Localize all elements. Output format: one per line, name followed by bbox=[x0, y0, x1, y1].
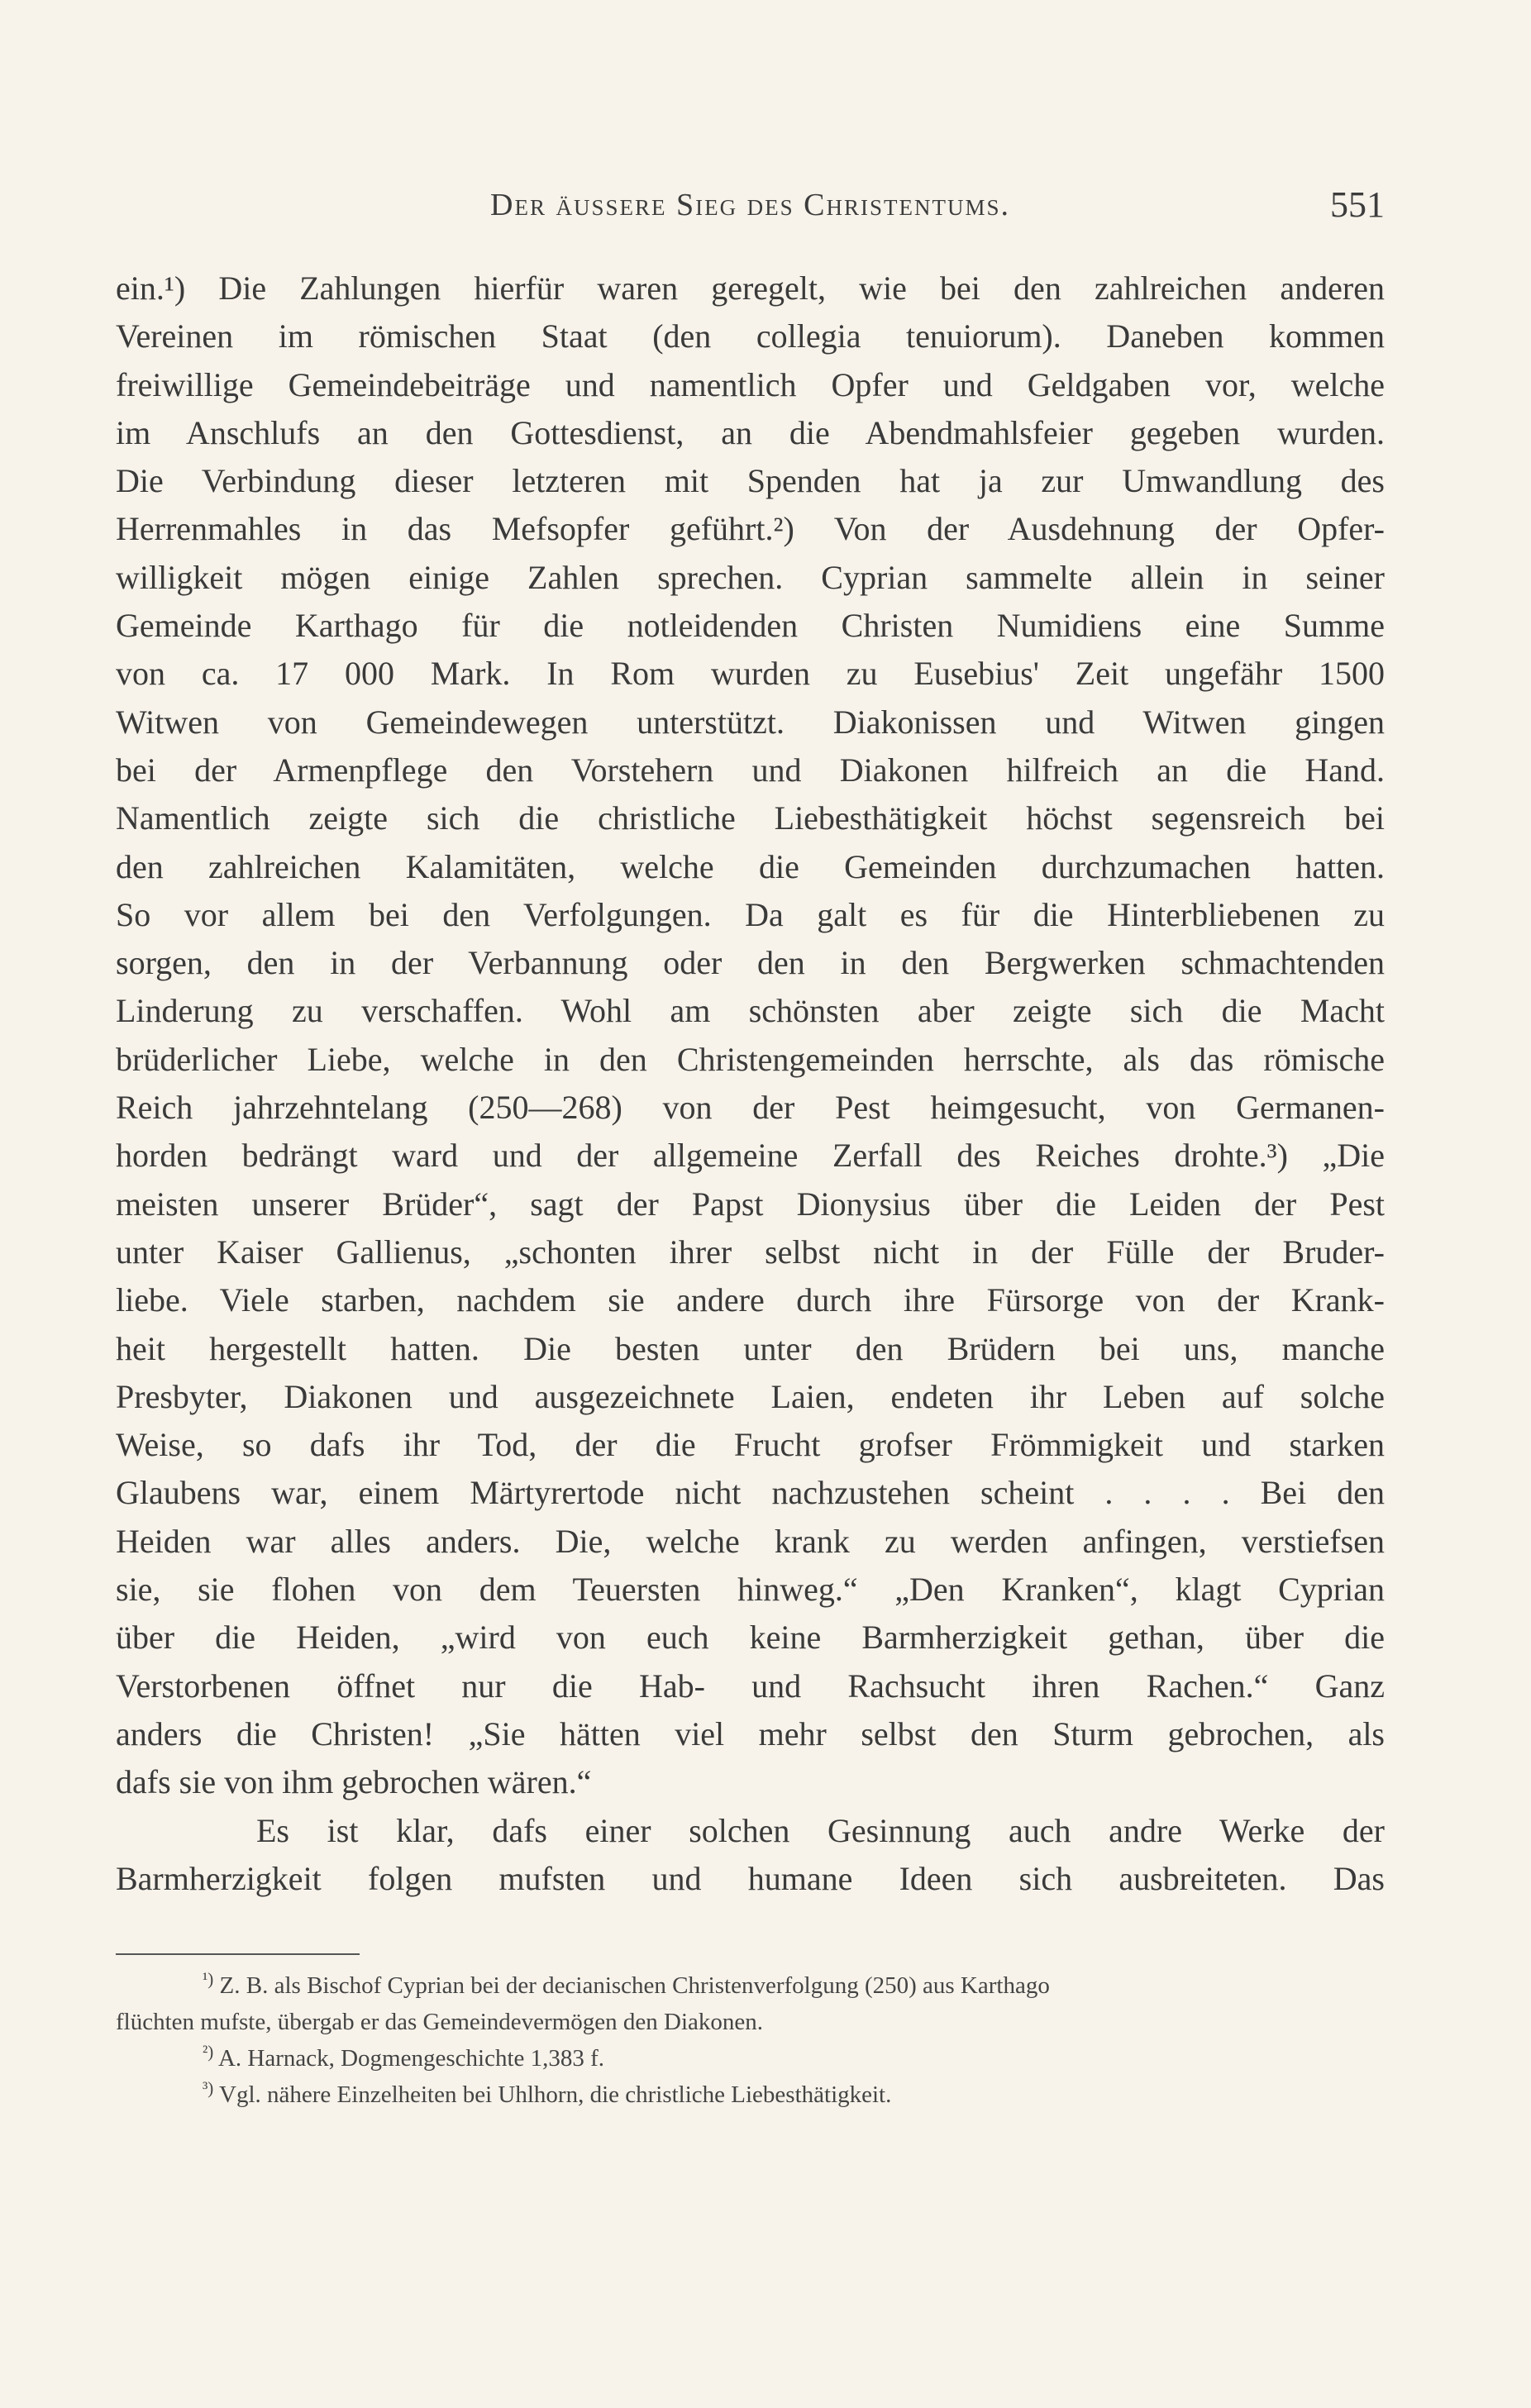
text-line: meisten unserer Brüder“, sagt der Papst Dionysius über die Leiden der Pest bbox=[116, 1185, 1385, 1223]
text-line: über die Heiden, „wird von euch keine Barmherzigkeit gethan, über die bbox=[116, 1619, 1385, 1657]
text-line: Barmherzigkeit folgen mufsten und humane Ideen sich ausbreiteten. Das bbox=[116, 1859, 1385, 1897]
footnote-3 bbox=[116, 2077, 1385, 2113]
footnote-marker: ¹) bbox=[203, 1969, 214, 1989]
text-line: Linderung zu verschaffen. Wohl am schönsten aber zeigte sich die Macht bbox=[116, 992, 1385, 1030]
text-line: Witwen von Gemeindewegen unterstützt. Diakonissen und Witwen gingen bbox=[116, 703, 1385, 741]
text-line: freiwillige Gemeindebeiträge und namentlich Opfer und Geldgaben vor, welche bbox=[116, 365, 1385, 403]
running-head bbox=[116, 184, 1385, 225]
text-line-paragraph-end: dafs sie von ihm gebrochen wären.“ bbox=[116, 1763, 592, 1801]
text-line: Gemeinde Karthago für die notleidenden Christen Numidiens eine Summe bbox=[116, 607, 1385, 645]
footnote-text: A. Harnack, Dogmengeschichte 1,383 f. bbox=[217, 2045, 605, 2072]
footnote-1-line-2: flüchten mufste, übergab er das Gemeindevermögen den Diakonen. bbox=[116, 2009, 763, 2035]
footnote-text: Vgl. nähere Einzelheiten bei Uhlhorn, die christliche Liebesthätigkeit. bbox=[219, 2081, 892, 2108]
text-line: liebe. Viele starben, nachdem sie andere durch ihre Fürsorge von der Krank- bbox=[116, 1281, 1385, 1319]
footnote-marker: ²) bbox=[203, 2042, 214, 2062]
text-line: anders die Christen! „Sie hätten viel mehr selbst den Sturm gebrochen, als bbox=[116, 1714, 1385, 1752]
text-line: sorgen, den in der Verbannung oder den in den Bergwerken schmachtenden bbox=[116, 944, 1385, 982]
text-line: Herrenmahles in das Mefsopfer geführt.²) Von der Ausdehnung der Opfer- bbox=[116, 510, 1385, 548]
footnote-rule bbox=[116, 1953, 360, 1955]
text-line: Vereinen im römischen Staat (den collegia tenuiorum). Daneben kommen bbox=[116, 317, 1385, 355]
footnote-marker: ³) bbox=[203, 2078, 214, 2098]
text-line: Die Verbindung dieser letzteren mit Spenden hat ja zur Umwandlung des bbox=[116, 462, 1385, 500]
page-number: 551 bbox=[1330, 184, 1385, 225]
text-line: willigkeit mögen einige Zahlen sprechen. Cyprian sammelte allein in seiner bbox=[116, 558, 1385, 596]
text-line: So vor allem bei den Verfolgungen. Da galt es für die Hinterbliebenen zu bbox=[116, 895, 1385, 933]
text-line: im Anschlufs an den Gottesdienst, an die Abendmahlsfeier gegeben wurden. bbox=[116, 413, 1385, 451]
running-title: Der äussere Sieg des Christentums. bbox=[490, 188, 1010, 222]
text-line: Presbyter, Diakonen und ausgezeichnete Laien, endeten ihr Leben auf solche bbox=[116, 1377, 1385, 1415]
text-line: brüderlicher Liebe, welche in den Christengemeinden herrschte, als das römische bbox=[116, 1040, 1385, 1078]
text-line-paragraph-start: Es ist klar, dafs einer solchen Gesinnung auch andre Werke der bbox=[256, 1811, 1385, 1849]
footnote-1-line-1 bbox=[116, 1967, 1385, 2004]
text-line: unter Kaiser Gallienus, „schonten ihrer selbst nicht in der Fülle der Bruder- bbox=[116, 1233, 1385, 1271]
text-line: Glaubens war, einem Märtyrertode nicht nachzustehen scheint . . . . Bei den bbox=[116, 1474, 1385, 1512]
text-line: ein.¹) Die Zahlungen hierfür waren geregelt, wie bei den zahlreichen anderen bbox=[116, 269, 1385, 307]
body-text bbox=[116, 265, 1385, 1903]
footnotes bbox=[116, 1967, 1385, 2113]
text-line: von ca. 17 000 Mark. In Rom wurden zu Eusebius' Zeit ungefähr 1500 bbox=[116, 655, 1385, 693]
text-line: den zahlreichen Kalamitäten, welche die Gemeinden durchzumachen hatten. bbox=[116, 847, 1385, 885]
text-line: Verstorbenen öffnet nur die Hab- und Rachsucht ihren Rachen.“ Ganz bbox=[116, 1667, 1385, 1705]
text-line: Namentlich zeigte sich die christliche Liebesthätigkeit höchst segensreich bei bbox=[116, 799, 1385, 837]
text-line: sie, sie flohen von dem Teuersten hinweg.“ „Den Kranken“, klagt Cyprian bbox=[116, 1571, 1385, 1609]
text-line: horden bedrängt ward und der allgemeine Zerfall des Reiches drohte.³) „Die bbox=[116, 1137, 1385, 1175]
text-line: Reich jahrzehntelang (250—268) von der Pest heimgesucht, von Germanen- bbox=[116, 1089, 1385, 1127]
text-line: Heiden war alles anders. Die, welche krank zu werden anfingen, verstiefsen bbox=[116, 1522, 1385, 1560]
footnote-2 bbox=[116, 2040, 1385, 2077]
text-line: bei der Armenpflege den Vorstehern und Diakonen hilfreich an die Hand. bbox=[116, 751, 1385, 789]
text-line: heit hergestellt hatten. Die besten unter den Brüdern bei uns, manche bbox=[116, 1329, 1385, 1367]
footnote-text: Z. B. als Bischof Cyprian bei der decianischen Christenverfolgung (250) aus Karthago bbox=[219, 1972, 1050, 1999]
text-line: Weise, so dafs ihr Tod, der die Frucht grofser Frömmigkeit und starken bbox=[116, 1426, 1385, 1464]
